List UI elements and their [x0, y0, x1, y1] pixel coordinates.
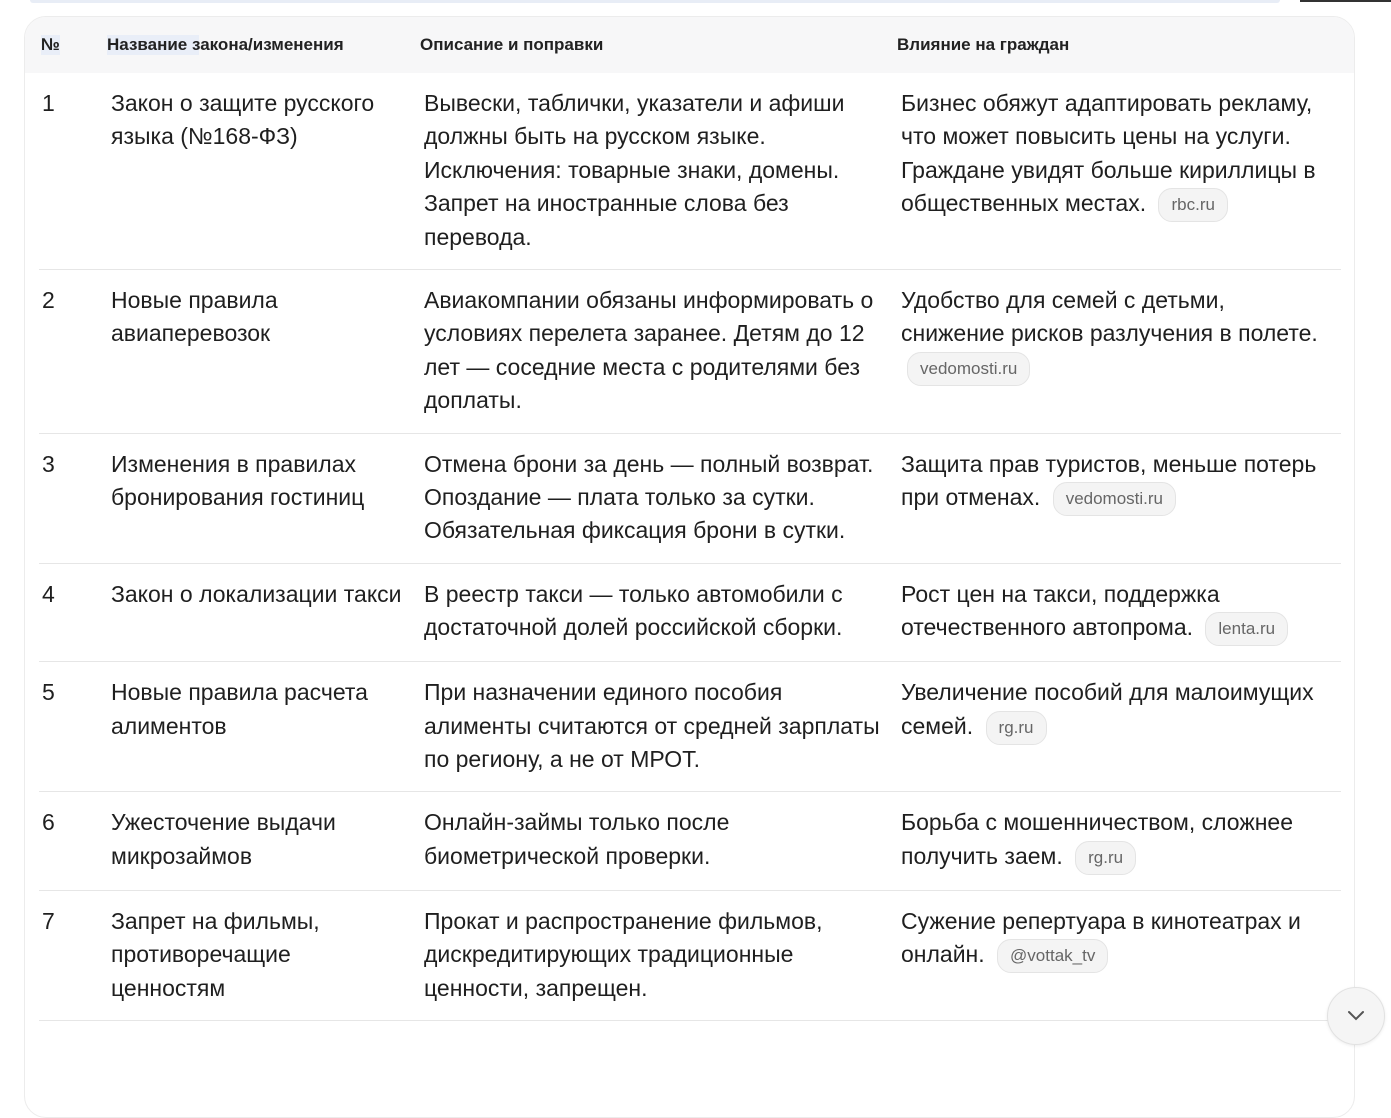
table-row — [39, 270, 1341, 434]
row-number: 7 — [39, 890, 108, 1020]
impact-text: Рост цен на такси, поддержка отечественного автопрома. — [901, 580, 1220, 641]
source-chip[interactable]: rg.ru — [1075, 841, 1136, 875]
law-name: Запрет на фильмы, противоречащие ценностям — [108, 890, 421, 1020]
table-header — [25, 17, 1354, 73]
law-impact — [898, 563, 1341, 661]
law-name: Закон о локализации такси — [108, 563, 421, 661]
header-impact: Влияние на граждан — [897, 35, 1070, 54]
law-description: В реестр такси — только автомобили с достаточной долей российской сборки. — [421, 563, 898, 661]
row-number: 6 — [39, 792, 108, 890]
table-row — [39, 662, 1341, 792]
impact-text: Сужение репертуара в кинотеатрах и онлайн. — [901, 907, 1301, 968]
table-row — [39, 73, 1341, 270]
row-number: 4 — [39, 563, 108, 661]
chevron-down-icon — [1346, 1010, 1366, 1022]
law-impact — [898, 433, 1341, 563]
law-description: Вывески, таблички, указатели и афиши должны быть на русском языке. Исключения: товарные знаки, домены. Запрет на иностранные слова без перевода. — [421, 73, 898, 270]
table-row — [39, 433, 1341, 563]
scroll-down-button[interactable] — [1327, 987, 1385, 1045]
law-description: Отмена брони за день — полный возврат. Опоздание — плата только за сутки. Обязательная фиксация брони в сутки. — [421, 433, 898, 563]
impact-text: Бизнес обяжут адаптировать рекламу, что может повысить цены на услуги. Граждане увидят больше кириллицы в общественных местах. — [901, 90, 1316, 217]
header-number: № — [41, 35, 60, 54]
source-chip[interactable]: vedomosti.ru — [907, 352, 1030, 386]
law-description: Прокат и распространение фильмов, дискредитирующих традиционные ценности, запрещен. — [421, 890, 898, 1020]
source-chip[interactable]: lenta.ru — [1205, 612, 1288, 646]
law-name: Новые правила авиаперевозок — [108, 270, 421, 434]
header-name: Название закона/изменения — [107, 35, 344, 54]
law-name: Закон о защите русского языка (№168-ФЗ) — [108, 73, 421, 270]
law-impact — [898, 890, 1341, 1020]
header-description: Описание и поправки — [420, 35, 604, 54]
law-description: Авиакомпании обязаны информировать о условиях перелета заранее. Детям до 12 лет — соседние места с родителями без доплаты. — [421, 270, 898, 434]
table-row — [39, 890, 1341, 1020]
source-chip[interactable]: vedomosti.ru — [1053, 482, 1176, 516]
law-name: Ужесточение выдачи микрозаймов — [108, 792, 421, 890]
laws-table — [39, 73, 1341, 1021]
impact-text: Увеличение пособий для малоимущих семей. — [901, 679, 1314, 739]
row-number: 1 — [39, 73, 108, 270]
law-name: Новые правила расчета алиментов — [108, 662, 421, 792]
top-right-edge — [1300, 0, 1391, 2]
source-chip[interactable]: @vottak_tv — [997, 939, 1108, 973]
row-number: 2 — [39, 270, 108, 434]
source-chip[interactable]: rbc.ru — [1158, 188, 1227, 222]
law-impact — [898, 270, 1341, 434]
source-chip[interactable]: rg.ru — [986, 711, 1047, 745]
table-row — [39, 792, 1341, 890]
law-name: Изменения в правилах бронирования гостиниц — [108, 433, 421, 563]
law-impact — [898, 73, 1341, 270]
row-number: 5 — [39, 662, 108, 792]
law-description: При назначении единого пособия алименты считаются от средней зарплаты по региону, а не от МРОТ. — [421, 662, 898, 792]
law-impact — [898, 662, 1341, 792]
laws-table-card — [24, 16, 1355, 1118]
table-row — [39, 563, 1341, 661]
law-impact — [898, 792, 1341, 890]
top-bar — [30, 0, 1280, 3]
impact-text: Защита прав туристов, меньше потерь при отменах. — [901, 450, 1317, 511]
impact-text: Борьба с мошенничеством, сложнее получить заем. — [901, 809, 1294, 869]
row-number: 3 — [39, 433, 108, 563]
law-description: Онлайн-займы только после биометрической проверки. — [421, 792, 898, 890]
impact-text: Удобство для семей с детьми, снижение рисков разлучения в полете. — [901, 287, 1318, 347]
